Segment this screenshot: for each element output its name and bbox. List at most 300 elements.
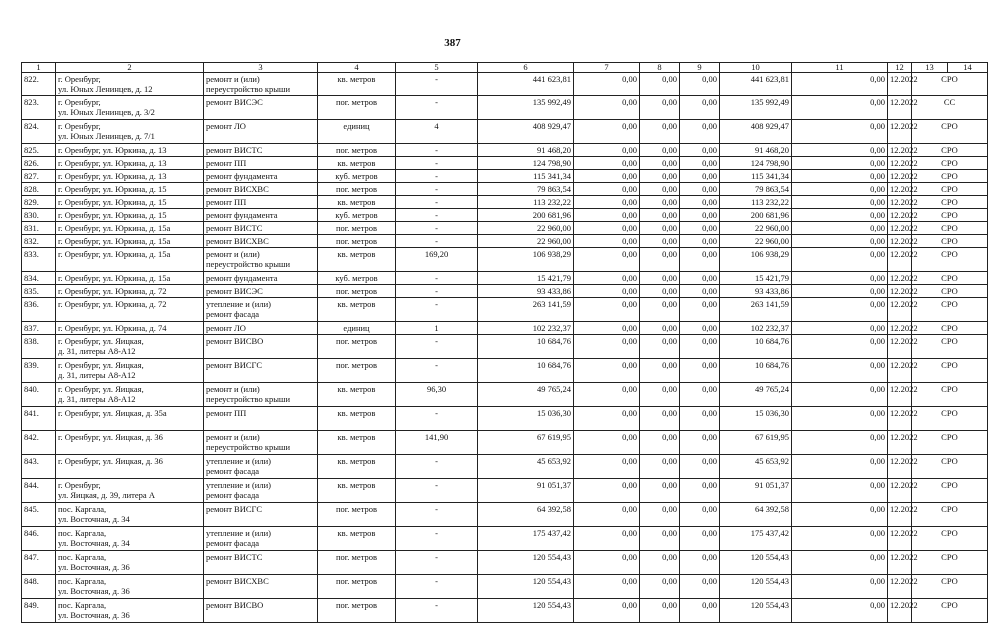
- cost-col-10-cell: 0,00: [680, 551, 720, 575]
- cost-col-8-cell: 0,00: [574, 527, 640, 551]
- funding-source-cell: СРО: [912, 455, 988, 479]
- cost-col-8-cell: 0,00: [574, 431, 640, 455]
- cost-col-8-cell: 0,00: [574, 96, 640, 120]
- row-number-cell: 840.: [22, 383, 56, 407]
- address-cell: г. Оренбург, ул. Юркина, д. 72: [56, 298, 204, 322]
- quantity-cell: -: [396, 235, 478, 248]
- row-number-cell: 836.: [22, 298, 56, 322]
- funding-source-cell: СРО: [912, 157, 988, 170]
- total-cost-cell: 408 929,47: [478, 120, 574, 144]
- address-cell: г. Оренбург, ул. Яицкая, д. 31, литеры А8-А12: [56, 359, 204, 383]
- cost-col-10-cell: 0,00: [680, 383, 720, 407]
- cost-col-10-cell: 0,00: [680, 503, 720, 527]
- address-cell: г. Оренбург, ул. Юркина, д. 15: [56, 183, 204, 196]
- cost-col-11-cell: 135 992,49: [720, 96, 792, 120]
- completion-date-cell: 12.2022: [888, 196, 912, 209]
- address-cell: г. Оренбург, ул. Юркина, д. 74: [56, 322, 204, 335]
- cost-col-12-cell: 0,00: [792, 575, 888, 599]
- quantity-cell: -: [396, 272, 478, 285]
- row-number-cell: 826.: [22, 157, 56, 170]
- page-number: 387: [444, 37, 461, 49]
- column-header-4: 4: [318, 63, 396, 73]
- cost-col-11-cell: 120 554,43: [720, 575, 792, 599]
- funding-source-cell: СРО: [912, 183, 988, 196]
- unit-cell: пог. метров: [318, 599, 396, 623]
- table-row: [22, 96, 988, 120]
- cost-col-9-cell: 0,00: [640, 73, 680, 96]
- row-number-cell: 835.: [22, 285, 56, 298]
- cost-col-11-cell: 22 960,00: [720, 235, 792, 248]
- quantity-cell: -: [396, 73, 478, 96]
- work-type-cell: ремонт и (или) переустройство крыши: [204, 431, 318, 455]
- cost-col-11-cell: 263 141,59: [720, 298, 792, 322]
- funding-source-cell: СРО: [912, 120, 988, 144]
- funding-source-cell: СРО: [912, 222, 988, 235]
- work-type-cell: ремонт ВИСХВС: [204, 183, 318, 196]
- cost-col-8-cell: 0,00: [574, 479, 640, 503]
- quantity-cell: -: [396, 96, 478, 120]
- table-row: [22, 599, 988, 623]
- column-header-7: 7: [574, 63, 640, 73]
- cost-col-12-cell: 0,00: [792, 551, 888, 575]
- unit-cell: куб. метров: [318, 209, 396, 222]
- funding-source-cell: СРО: [912, 503, 988, 527]
- cost-col-9-cell: 0,00: [640, 222, 680, 235]
- cost-col-8-cell: 0,00: [574, 359, 640, 383]
- completion-date-cell: 12.2022: [888, 209, 912, 222]
- table-row: [22, 120, 988, 144]
- completion-date-cell: 12.2022: [888, 383, 912, 407]
- total-cost-cell: 45 653,92: [478, 455, 574, 479]
- address-cell: г. Оренбург, ул. Яицкая, д. 36: [56, 431, 204, 455]
- cost-col-12-cell: 0,00: [792, 335, 888, 359]
- cost-col-10-cell: 0,00: [680, 157, 720, 170]
- unit-cell: кв. метров: [318, 527, 396, 551]
- cost-col-9-cell: 0,00: [640, 479, 680, 503]
- completion-date-cell: 12.2022: [888, 120, 912, 144]
- completion-date-cell: 12.2022: [888, 503, 912, 527]
- work-type-cell: ремонт ЛО: [204, 120, 318, 144]
- total-cost-cell: 175 437,42: [478, 527, 574, 551]
- cost-col-9-cell: 0,00: [640, 527, 680, 551]
- funding-source-cell: СРО: [912, 551, 988, 575]
- cost-col-9-cell: 0,00: [640, 322, 680, 335]
- quantity-cell: -: [396, 407, 478, 431]
- total-cost-cell: 124 798,90: [478, 157, 574, 170]
- cost-col-12-cell: 0,00: [792, 599, 888, 623]
- cost-col-12-cell: 0,00: [792, 235, 888, 248]
- completion-date-cell: 12.2022: [888, 575, 912, 599]
- funding-source-cell: СС: [912, 96, 988, 120]
- completion-date-cell: 12.2022: [888, 551, 912, 575]
- unit-cell: единиц: [318, 322, 396, 335]
- cost-col-10-cell: 0,00: [680, 235, 720, 248]
- cost-col-10-cell: 0,00: [680, 455, 720, 479]
- address-cell: г. Оренбург, ул. Юркина, д. 15а: [56, 272, 204, 285]
- address-cell: г. Оренбург, ул. Яицкая, д. 36: [56, 455, 204, 479]
- unit-cell: пог. метров: [318, 335, 396, 359]
- unit-cell: куб. метров: [318, 170, 396, 183]
- cost-col-10-cell: 0,00: [680, 407, 720, 431]
- cost-col-12-cell: 0,00: [792, 455, 888, 479]
- completion-date-cell: 12.2022: [888, 272, 912, 285]
- cost-col-12-cell: 0,00: [792, 120, 888, 144]
- cost-col-12-cell: 0,00: [792, 285, 888, 298]
- column-header-9: 9: [680, 63, 720, 73]
- column-header-2: 2: [56, 63, 204, 73]
- row-number-cell: 832.: [22, 235, 56, 248]
- cost-col-10-cell: 0,00: [680, 359, 720, 383]
- total-cost-cell: 115 341,34: [478, 170, 574, 183]
- cost-col-10-cell: 0,00: [680, 222, 720, 235]
- funding-source-cell: СРО: [912, 285, 988, 298]
- funding-source-cell: СРО: [912, 144, 988, 157]
- cost-col-9-cell: 0,00: [640, 383, 680, 407]
- quantity-cell: -: [396, 170, 478, 183]
- work-type-cell: ремонт и (или) переустройство крыши: [204, 248, 318, 272]
- work-type-cell: ремонт ВИСЭС: [204, 285, 318, 298]
- column-header-13: 13: [912, 63, 948, 73]
- cost-col-9-cell: 0,00: [640, 298, 680, 322]
- work-type-cell: ремонт ВИСВО: [204, 335, 318, 359]
- completion-date-cell: 12.2022: [888, 599, 912, 623]
- quantity-cell: 169,20: [396, 248, 478, 272]
- table-row: [22, 431, 988, 455]
- table-row: [22, 335, 988, 359]
- quantity-cell: -: [396, 599, 478, 623]
- column-header-10: 10: [720, 63, 792, 73]
- table-row: [22, 183, 988, 196]
- cost-col-11-cell: 49 765,24: [720, 383, 792, 407]
- cost-col-10-cell: 0,00: [680, 183, 720, 196]
- quantity-cell: -: [396, 527, 478, 551]
- quantity-cell: -: [396, 196, 478, 209]
- quantity-cell: -: [396, 157, 478, 170]
- cost-col-11-cell: 408 929,47: [720, 120, 792, 144]
- table-row: [22, 222, 988, 235]
- table-row: [22, 285, 988, 298]
- address-cell: г. Оренбург, ул. Юркина, д. 13: [56, 170, 204, 183]
- cost-col-12-cell: 0,00: [792, 407, 888, 431]
- row-number-cell: 847.: [22, 551, 56, 575]
- cost-col-8-cell: 0,00: [574, 183, 640, 196]
- column-header-5: 5: [396, 63, 478, 73]
- address-cell: г. Оренбург, ул. Яицкая, д. 35а: [56, 407, 204, 431]
- cost-col-12-cell: 0,00: [792, 479, 888, 503]
- unit-cell: пог. метров: [318, 503, 396, 527]
- unit-cell: пог. метров: [318, 222, 396, 235]
- work-type-cell: ремонт фундамента: [204, 272, 318, 285]
- row-number-cell: 845.: [22, 503, 56, 527]
- work-type-cell: утепление и (или) ремонт фасада: [204, 479, 318, 503]
- funding-source-cell: СРО: [912, 383, 988, 407]
- cost-col-11-cell: 441 623,81: [720, 73, 792, 96]
- quantity-cell: -: [396, 575, 478, 599]
- cost-col-9-cell: 0,00: [640, 209, 680, 222]
- cost-col-9-cell: 0,00: [640, 455, 680, 479]
- cost-col-8-cell: 0,00: [574, 196, 640, 209]
- repair-schedule-table: [21, 62, 988, 623]
- funding-source-cell: СРО: [912, 479, 988, 503]
- table-row: [22, 144, 988, 157]
- unit-cell: пог. метров: [318, 235, 396, 248]
- completion-date-cell: 12.2022: [888, 407, 912, 431]
- unit-cell: пог. метров: [318, 96, 396, 120]
- completion-date-cell: 12.2022: [888, 235, 912, 248]
- cost-col-12-cell: 0,00: [792, 170, 888, 183]
- quantity-cell: -: [396, 183, 478, 196]
- table-row: [22, 322, 988, 335]
- cost-col-10-cell: 0,00: [680, 599, 720, 623]
- cost-col-11-cell: 93 433,86: [720, 285, 792, 298]
- total-cost-cell: 49 765,24: [478, 383, 574, 407]
- row-number-cell: 839.: [22, 359, 56, 383]
- cost-col-11-cell: 175 437,42: [720, 527, 792, 551]
- row-number-cell: 829.: [22, 196, 56, 209]
- cost-col-8-cell: 0,00: [574, 285, 640, 298]
- table-row: [22, 575, 988, 599]
- cost-col-12-cell: 0,00: [792, 157, 888, 170]
- total-cost-cell: 135 992,49: [478, 96, 574, 120]
- unit-cell: кв. метров: [318, 455, 396, 479]
- total-cost-cell: 441 623,81: [478, 73, 574, 96]
- completion-date-cell: 12.2022: [888, 73, 912, 96]
- unit-cell: кв. метров: [318, 248, 396, 272]
- address-cell: пос. Каргала, ул. Восточная, д. 36: [56, 551, 204, 575]
- cost-col-8-cell: 0,00: [574, 235, 640, 248]
- cost-col-9-cell: 0,00: [640, 96, 680, 120]
- work-type-cell: ремонт ВИСГС: [204, 359, 318, 383]
- cost-col-8-cell: 0,00: [574, 170, 640, 183]
- funding-source-cell: СРО: [912, 407, 988, 431]
- quantity-cell: -: [396, 551, 478, 575]
- completion-date-cell: 12.2022: [888, 183, 912, 196]
- completion-date-cell: 12.2022: [888, 322, 912, 335]
- cost-col-8-cell: 0,00: [574, 383, 640, 407]
- quantity-cell: -: [396, 285, 478, 298]
- work-type-cell: ремонт фундамента: [204, 209, 318, 222]
- unit-cell: кв. метров: [318, 298, 396, 322]
- table-row: [22, 455, 988, 479]
- address-cell: г. Оренбург, ул. Юркина, д. 15: [56, 209, 204, 222]
- address-cell: г. Оренбург, ул. Юркина, д. 13: [56, 144, 204, 157]
- work-type-cell: ремонт ЛО: [204, 322, 318, 335]
- cost-col-9-cell: 0,00: [640, 144, 680, 157]
- completion-date-cell: 12.2022: [888, 96, 912, 120]
- cost-col-12-cell: 0,00: [792, 322, 888, 335]
- work-type-cell: ремонт ВИСЭС: [204, 96, 318, 120]
- unit-cell: пог. метров: [318, 575, 396, 599]
- total-cost-cell: 15 421,79: [478, 272, 574, 285]
- completion-date-cell: 12.2022: [888, 455, 912, 479]
- cost-col-11-cell: 45 653,92: [720, 455, 792, 479]
- cost-col-11-cell: 102 232,37: [720, 322, 792, 335]
- unit-cell: пог. метров: [318, 285, 396, 298]
- row-number-cell: 848.: [22, 575, 56, 599]
- cost-col-10-cell: 0,00: [680, 209, 720, 222]
- column-number-row: [22, 63, 988, 73]
- completion-date-cell: 12.2022: [888, 527, 912, 551]
- table-row: [22, 272, 988, 285]
- cost-col-12-cell: 0,00: [792, 298, 888, 322]
- table-row: [22, 209, 988, 222]
- work-type-cell: утепление и (или) ремонт фасада: [204, 527, 318, 551]
- cost-col-9-cell: 0,00: [640, 235, 680, 248]
- total-cost-cell: 120 554,43: [478, 551, 574, 575]
- cost-col-9-cell: 0,00: [640, 120, 680, 144]
- funding-source-cell: СРО: [912, 599, 988, 623]
- completion-date-cell: 12.2022: [888, 479, 912, 503]
- cost-col-11-cell: 113 232,22: [720, 196, 792, 209]
- work-type-cell: утепление и (или) ремонт фасада: [204, 298, 318, 322]
- cost-col-8-cell: 0,00: [574, 272, 640, 285]
- total-cost-cell: 22 960,00: [478, 235, 574, 248]
- cost-col-11-cell: 91 468,20: [720, 144, 792, 157]
- cost-col-10-cell: 0,00: [680, 575, 720, 599]
- funding-source-cell: СРО: [912, 73, 988, 96]
- cost-col-9-cell: 0,00: [640, 272, 680, 285]
- cost-col-12-cell: 0,00: [792, 183, 888, 196]
- unit-cell: пог. метров: [318, 144, 396, 157]
- total-cost-cell: 67 619,95: [478, 431, 574, 455]
- total-cost-cell: 200 681,96: [478, 209, 574, 222]
- cost-col-8-cell: 0,00: [574, 248, 640, 272]
- total-cost-cell: 263 141,59: [478, 298, 574, 322]
- address-cell: г. Оренбург, ул. Юных Ленинцев, д. 7/1: [56, 120, 204, 144]
- funding-source-cell: СРО: [912, 527, 988, 551]
- cost-col-8-cell: 0,00: [574, 575, 640, 599]
- cost-col-11-cell: 10 684,76: [720, 359, 792, 383]
- quantity-cell: -: [396, 335, 478, 359]
- cost-col-9-cell: 0,00: [640, 575, 680, 599]
- cost-col-11-cell: 67 619,95: [720, 431, 792, 455]
- address-cell: пос. Каргала, ул. Восточная, д. 34: [56, 503, 204, 527]
- address-cell: пос. Каргала, ул. Восточная, д. 34: [56, 527, 204, 551]
- cost-col-10-cell: 0,00: [680, 73, 720, 96]
- column-header-8: 8: [640, 63, 680, 73]
- cost-col-11-cell: 10 684,76: [720, 335, 792, 359]
- cost-col-10-cell: 0,00: [680, 144, 720, 157]
- cost-col-8-cell: 0,00: [574, 144, 640, 157]
- work-type-cell: ремонт ВИСТС: [204, 222, 318, 235]
- column-header-3: 3: [204, 63, 318, 73]
- cost-col-12-cell: 0,00: [792, 503, 888, 527]
- total-cost-cell: 64 392,58: [478, 503, 574, 527]
- work-type-cell: ремонт и (или) переустройство крыши: [204, 73, 318, 96]
- cost-col-10-cell: 0,00: [680, 272, 720, 285]
- table-row: [22, 551, 988, 575]
- work-type-cell: ремонт ПП: [204, 157, 318, 170]
- cost-col-12-cell: 0,00: [792, 196, 888, 209]
- total-cost-cell: 106 938,29: [478, 248, 574, 272]
- cost-col-12-cell: 0,00: [792, 272, 888, 285]
- cost-col-10-cell: 0,00: [680, 120, 720, 144]
- quantity-cell: 1: [396, 322, 478, 335]
- unit-cell: кв. метров: [318, 383, 396, 407]
- address-cell: г. Оренбург, ул. Юркина, д. 15: [56, 196, 204, 209]
- row-number-cell: 827.: [22, 170, 56, 183]
- total-cost-cell: 10 684,76: [478, 335, 574, 359]
- table-row: [22, 170, 988, 183]
- address-cell: г. Оренбург, ул. Яицкая, д. 39, литера А: [56, 479, 204, 503]
- work-type-cell: ремонт ВИСГС: [204, 503, 318, 527]
- column-header-14: 14: [948, 63, 988, 73]
- table-row: [22, 359, 988, 383]
- cost-col-8-cell: 0,00: [574, 222, 640, 235]
- funding-source-cell: СРО: [912, 248, 988, 272]
- cost-col-10-cell: 0,00: [680, 527, 720, 551]
- cost-col-8-cell: 0,00: [574, 322, 640, 335]
- quantity-cell: -: [396, 479, 478, 503]
- cost-col-11-cell: 15 036,30: [720, 407, 792, 431]
- cost-col-8-cell: 0,00: [574, 120, 640, 144]
- table-row: [22, 235, 988, 248]
- table-row: [22, 503, 988, 527]
- table-row: [22, 248, 988, 272]
- unit-cell: куб. метров: [318, 272, 396, 285]
- work-type-cell: ремонт ВИСВО: [204, 599, 318, 623]
- work-type-cell: ремонт ВИСТС: [204, 551, 318, 575]
- address-cell: г. Оренбург, ул. Юркина, д. 72: [56, 285, 204, 298]
- address-cell: пос. Каргала, ул. Восточная, д. 36: [56, 599, 204, 623]
- total-cost-cell: 102 232,37: [478, 322, 574, 335]
- cost-col-11-cell: 79 863,54: [720, 183, 792, 196]
- row-number-cell: 838.: [22, 335, 56, 359]
- cost-col-9-cell: 0,00: [640, 248, 680, 272]
- work-type-cell: ремонт ВИСТС: [204, 144, 318, 157]
- cost-col-9-cell: 0,00: [640, 196, 680, 209]
- completion-date-cell: 12.2022: [888, 285, 912, 298]
- row-number-cell: 822.: [22, 73, 56, 96]
- cost-col-11-cell: 106 938,29: [720, 248, 792, 272]
- cost-col-9-cell: 0,00: [640, 183, 680, 196]
- table-row: [22, 479, 988, 503]
- cost-col-10-cell: 0,00: [680, 298, 720, 322]
- cost-col-10-cell: 0,00: [680, 170, 720, 183]
- cost-col-12-cell: 0,00: [792, 209, 888, 222]
- completion-date-cell: 12.2022: [888, 248, 912, 272]
- address-cell: г. Оренбург, ул. Юркина, д. 13: [56, 157, 204, 170]
- row-number-cell: 823.: [22, 96, 56, 120]
- quantity-cell: 96,30: [396, 383, 478, 407]
- work-type-cell: ремонт фундамента: [204, 170, 318, 183]
- cost-col-12-cell: 0,00: [792, 222, 888, 235]
- address-cell: г. Оренбург, ул. Юркина, д. 15а: [56, 222, 204, 235]
- cost-col-10-cell: 0,00: [680, 322, 720, 335]
- table-row: [22, 298, 988, 322]
- address-cell: г. Оренбург, ул. Яицкая, д. 31, литеры А8-А12: [56, 335, 204, 359]
- cost-col-9-cell: 0,00: [640, 551, 680, 575]
- cost-col-11-cell: 115 341,34: [720, 170, 792, 183]
- work-type-cell: ремонт ВИСХВС: [204, 235, 318, 248]
- cost-col-11-cell: 15 421,79: [720, 272, 792, 285]
- completion-date-cell: 12.2022: [888, 431, 912, 455]
- completion-date-cell: 12.2022: [888, 222, 912, 235]
- cost-col-10-cell: 0,00: [680, 479, 720, 503]
- address-cell: пос. Каргала, ул. Восточная, д. 36: [56, 575, 204, 599]
- cost-col-11-cell: 200 681,96: [720, 209, 792, 222]
- cost-col-9-cell: 0,00: [640, 503, 680, 527]
- row-number-cell: 833.: [22, 248, 56, 272]
- quantity-cell: -: [396, 455, 478, 479]
- cost-col-10-cell: 0,00: [680, 96, 720, 120]
- unit-cell: кв. метров: [318, 407, 396, 431]
- cost-col-12-cell: 0,00: [792, 96, 888, 120]
- total-cost-cell: 93 433,86: [478, 285, 574, 298]
- row-number-cell: 830.: [22, 209, 56, 222]
- column-header-12: 12: [888, 63, 912, 73]
- unit-cell: пог. метров: [318, 183, 396, 196]
